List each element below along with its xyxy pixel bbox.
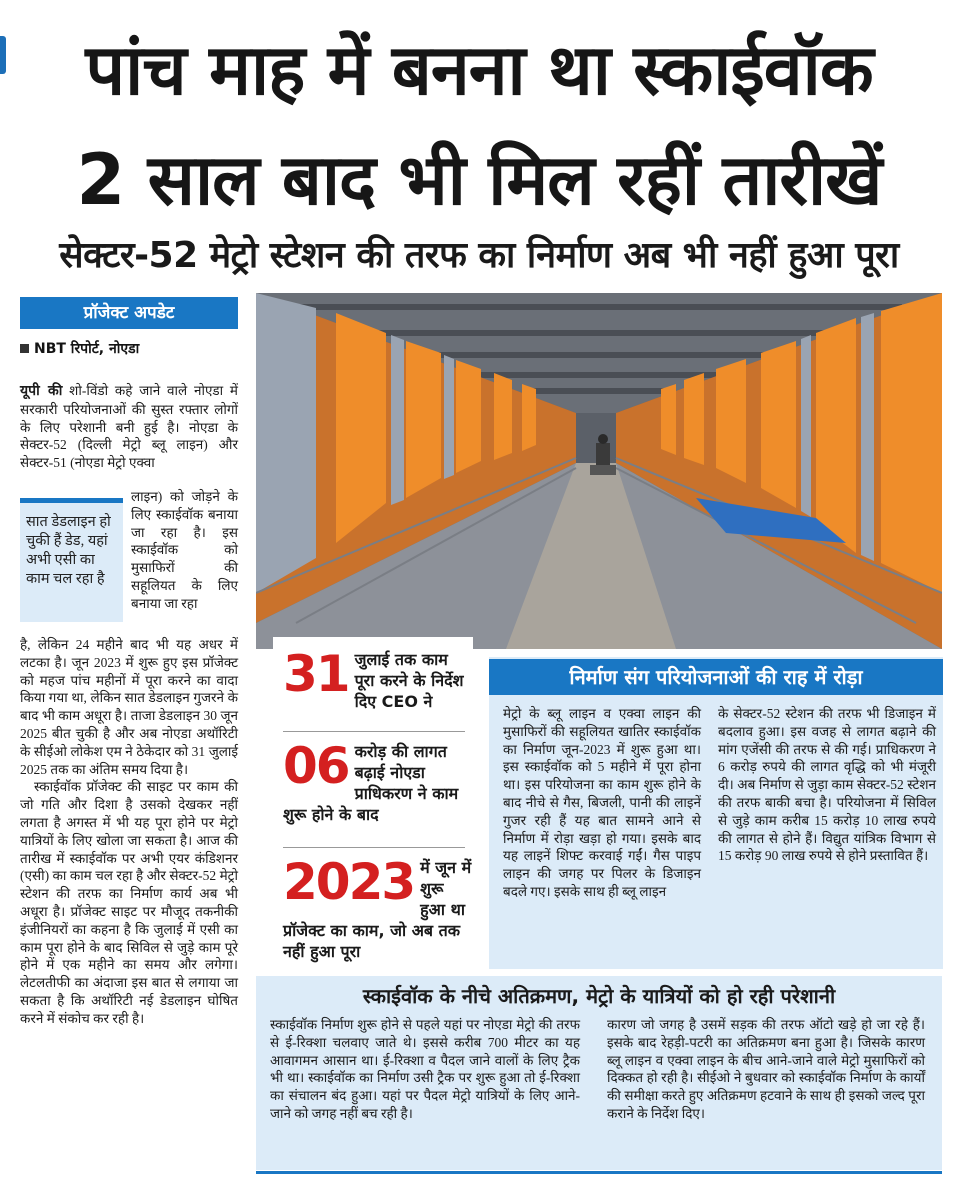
headline-line-2: 2 साल बाद भी मिल रहीं तारीखें bbox=[76, 139, 882, 221]
fact-item bbox=[283, 853, 473, 962]
fact-text: करोड़ की लागत बढ़ाई नोएडा प्राधिकरण ने काम शुरू होने के बाद bbox=[283, 742, 459, 824]
fact-item bbox=[283, 737, 473, 825]
lead-bold-start: यूपी की bbox=[20, 383, 63, 399]
byline-square-icon bbox=[20, 344, 29, 353]
encroachment-column-1: स्काईवॉक निर्माण शुरू होने से पहले यहां पर नोएडा मेट्रो की तरफ से ई-रिक्शा चलवाए जाते थे। इससे करीब 700 मीटर का यह आवागमन आसान था। ई-रिक्शा व पैदल जाने वालों के लिए ट्रैक भी था। स्काईवॉक का निर्माण उसी ट्रैक पर शुरू हुआ तो ई-रिक्शा का संचालन बंद हुआ। यहां पर पैदल मेट्रो यात्रियों के लिए आने-जाने को जगह नहीं बच रही है। bbox=[270, 1017, 580, 1121]
encroachment-title: स्काईवॉक के नीचे अतिक्रमण, मेट्रो के यात्रियों को हो रही परेशानी bbox=[362, 984, 836, 1008]
subheadline: सेक्टर-52 मेट्रो स्टेशन की तरफ का निर्माण अब भी नहीं हुआ पूरा bbox=[59, 235, 899, 276]
fact-text: जुलाई तक काम पूरा करने के निर्देश दिए CEO ने bbox=[354, 650, 464, 711]
lead-top-text: शो-विंडो कहे जाने वाले नोएडा में सरकारी परियोजनाओं की सुस्त रफ्तार लोगों के लिए परेशानी बनी हुई है। नोएडा के सेक्टर-52 (दिल्ली मेट्रो ब्लू लाइन) और सेक्टर-51 (नोएडा मेट्रो एक्वा bbox=[20, 383, 238, 471]
fact-item bbox=[283, 645, 473, 712]
lead-paragraph-right: लाइन) को जोड़ने के लिए स्काईवॉक बनाया जा रहा है। इस स्काईवॉक को मुसाफिरों की सहूलियत के लिए बनाया जा रहा bbox=[131, 489, 238, 611]
lead-body-p2: स्काईवॉक प्रॉजेक्ट की साइट पर काम की जो गति और दिशा है उसको देखकर नहीं लगता है अगस्त में भी यह पूरा होने पर मेट्रो यात्रियों के लिए खोला जा सकता है। आज की तारीख में स्काईवॉक पर अभी एयर कंडिशनर (एसी) का काम चल रहा है और सेक्टर-52 मेट्रो स्टेशन की तरफ का निर्माण कार्य अब भी अधूरा है। प्रॉजेक्ट साइट पर मौजूद तकनीकी इंजीनियरों का कहना है कि जुलाई में एसी का काम पूरा होने के बाद सिविल से जुड़े काम पूरे होने में एक महीने का समय और लगेगा। लेटलतीफी का अंदाजा इस बात से लगाया जा सकता है कि अथॉरिटी नई डेडलाइन घोषित करने में संकोच कर रही है। bbox=[20, 779, 238, 1026]
obstacles-column-2: के सेक्टर-52 स्टेशन की तरफ भी डिजाइन में बदलाव हुआ। इस वजह से लागत बढ़ाने की मांग एजेंसी की तरफ से की गई। प्राधिकरण ने 6 करोड़ रुपये की लागत वृद्धि को भी मंजूरी दी। अब निर्माण से जुड़ा काम सेक्टर-52 स्टेशन की तरफ बाकी बचा है। परियोजना में सिविल से जुड़े काम करीब 15 करोड़ 10 लाख रुपये की लागत से होने हैं। विद्युत यांत्रिक विभाग से 15 करोड़ 90 लाख रुपये से होने प्रस्तावित हैं। bbox=[718, 706, 936, 864]
facts-box bbox=[273, 637, 473, 973]
headline-line-1: पांच माह में बनना था स्काईवॉक bbox=[85, 29, 873, 111]
skywalk-photo bbox=[256, 293, 942, 649]
bottom-rule bbox=[256, 1171, 942, 1174]
fact-number: 31 bbox=[283, 645, 349, 703]
encroachment-column-2: कारण जो जगह है उसमें सड़क की तरफ ऑटो खड़े हो जा रहे हैं। इसके बाद रेहड़ी-पटरी का अतिक्रमण बना हुआ है। जिसके कारण ब्लू लाइन व एक्वा लाइन के बीच आने-जाने वाले मेट्रो मुसाफिरों को दिक्कत हो रही है। सीईओ ने बुधवार को स्काईवॉक निर्माण के कार्यों की समीक्षा करते हुए अतिक्रमण हटवाने के साथ ही इसको जल्द पूरा कराने के निर्देश दिए। bbox=[607, 1017, 925, 1121]
fact-divider bbox=[283, 731, 465, 732]
fact-divider bbox=[283, 847, 465, 848]
pullquote-box: सात डेडलाइन हो चुकी हैं डेड, यहां अभी एसी का काम चल रहा है bbox=[20, 498, 123, 622]
fact-text: में जून में शुरू हुआ था प्रॉजेक्ट का काम, जो अब तक नहीं हुआ पूरा bbox=[283, 858, 472, 961]
byline-text: NBT रिपोर्ट, नोएडा bbox=[34, 341, 140, 357]
section-tag-project-update: प्रॉजेक्ट अपडेट bbox=[20, 297, 238, 329]
obstacles-column-1: मेट्रो के ब्लू लाइन व एक्वा लाइन की मुसाफिरों की सहूलियत खातिर स्काईवॉक का निर्माण जून-2023 में शुरू हुआ था। इस स्काईवॉक को 5 महीने में पूरा होना था। इस परियोजना का काम शुरू होने के बाद नीचे से गैस, बिजली, पानी की लाइनें गुजर रही हैं यह बात सामने आने से निर्माण में रोड़ा खड़ा हो गया। इसके बाद यह लाइनें शिफ्ट करवाई गईं। गैस पाइप लाइन की जगह पर पिलर के डिजाइन बदले गए। इसके साथ ही ब्लू लाइन bbox=[503, 706, 701, 899]
fact-number: 2023 bbox=[283, 853, 415, 911]
byline bbox=[20, 340, 139, 358]
lead-body-p1: है, लेकिन 24 महीने बाद भी यह अधर में लटका है। जून 2023 में शुरू हुए इस प्रॉजेक्ट को महज पांच महीनों में पूरा करने का वादा किया गया था, लेकिन सात डेडलाइन गुजरने के बाद भी काम अधूरा है। ताजा डेडलाइन 30 जून 2025 बीत चुकी है और अब नोएडा अथॉरिटी के सीईओ लोकेश एम ने ठेकेदार को 31 जुलाई 2025 तक का अंतिम समय दिया है। bbox=[20, 637, 238, 777]
lead-body bbox=[20, 636, 238, 1028]
obstacles-title: निर्माण संग परियोजनाओं की राह में रोड़ा bbox=[489, 659, 943, 695]
fact-number: 06 bbox=[283, 737, 349, 795]
lead-paragraph-top bbox=[20, 382, 238, 472]
